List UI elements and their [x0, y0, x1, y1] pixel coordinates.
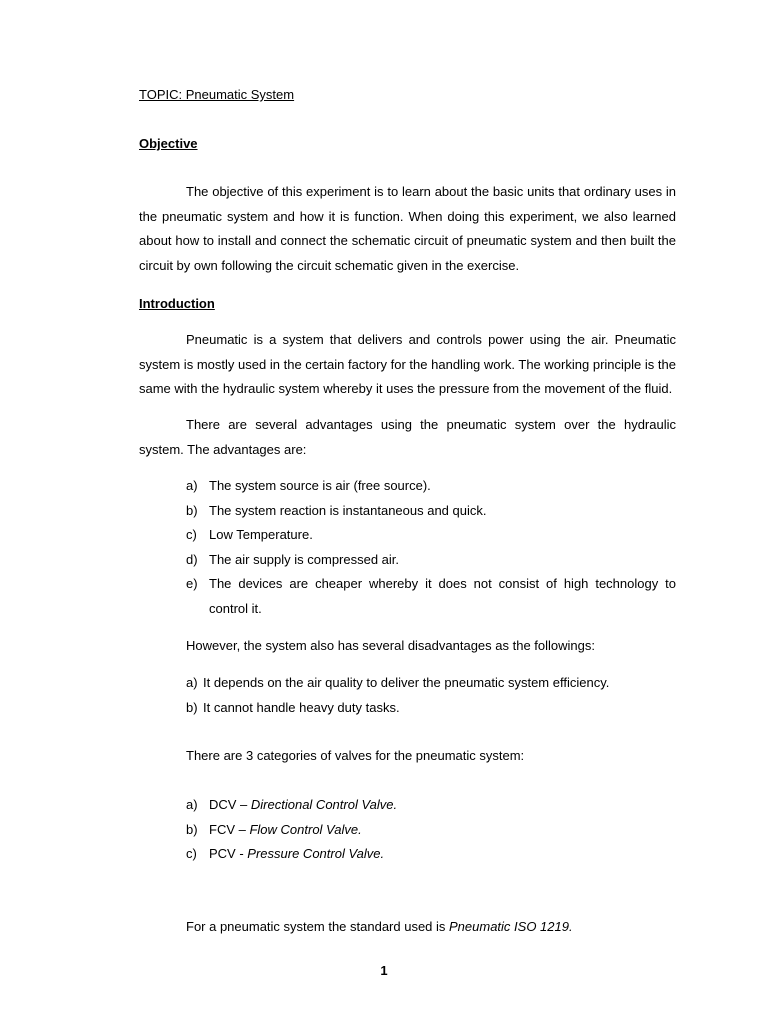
disadvantages-list: [186, 671, 676, 720]
list-marker: b): [186, 502, 198, 518]
list-item: [186, 696, 676, 721]
standard-name: Pneumatic ISO 1219.: [449, 919, 573, 934]
list-marker: b): [186, 821, 198, 837]
advantages-list: [186, 474, 676, 621]
objective-paragraph: [139, 180, 676, 278]
intro-text-1: Pneumatic is a system that delivers and controls power using the air. Pneumatic system is mostly used in the certain factory for the handling work. The working principle is the same with the hydraulic system whereby it uses the pressure from the movement of the fluid.: [139, 332, 676, 396]
valve-name: Directional Control Valve.: [250, 797, 398, 812]
list-item: [186, 793, 676, 818]
list-item: [186, 523, 676, 548]
objective-text: The objective of this experiment is to learn about the basic units that ordinary uses in the pneumatic system and how it is function. When doing this experiment, we also learned about how to install and connect the schematic circuit of pneumatic system and then built the circuit by own following the circuit schematic given in the exercise.: [139, 184, 676, 273]
list-marker: c): [186, 527, 197, 542]
topic-heading: [139, 87, 676, 102]
disadvantages-intro-text: However, the system also has several disadvantages as the followings:: [186, 638, 595, 653]
list-marker: c): [186, 846, 197, 861]
list-item-text: It cannot handle heavy duty tasks.: [203, 699, 400, 715]
list-item: [186, 474, 676, 499]
list-item: [186, 671, 676, 696]
list-marker: b): [186, 699, 198, 715]
introduction-heading: [139, 296, 676, 311]
standard-statement: [186, 915, 676, 940]
intro-paragraph-1: [139, 328, 676, 402]
list-marker: a): [186, 797, 198, 812]
objective-heading: [139, 136, 676, 151]
valve-abbr: FCV –: [209, 821, 250, 837]
list-marker: a): [186, 675, 198, 690]
list-marker: e): [186, 576, 198, 591]
disadvantages-intro: [186, 634, 676, 659]
intro-text-2: There are several advantages using the pneumatic system over the hydraulic system. The advantages are:: [139, 417, 676, 457]
list-item-text: Low Temperature.: [209, 527, 313, 542]
topic-title: TOPIC: Pneumatic System: [139, 87, 295, 102]
list-item-text: It depends on the air quality to deliver the pneumatic system efficiency.: [203, 675, 610, 690]
list-item: [186, 548, 676, 573]
list-item-text: The air supply is compressed air.: [209, 551, 400, 567]
list-item: [186, 572, 676, 621]
introduction-heading-text: Introduction: [139, 296, 215, 311]
page-number: 1: [380, 963, 388, 978]
valves-list: [186, 793, 676, 867]
list-item-text: The devices are cheaper whereby it does not consist of high technology to control it.: [209, 576, 676, 616]
valve-abbr: DCV –: [209, 797, 251, 812]
list-item: [186, 818, 676, 843]
valve-name: Flow Control Valve.: [249, 821, 362, 837]
list-item: [186, 499, 676, 524]
list-item-text: The system source is air (free source).: [209, 478, 431, 493]
valves-intro-text: There are 3 categories of valves for the pneumatic system:: [186, 748, 525, 763]
intro-paragraph-2: [139, 413, 676, 462]
list-item-text: The system reaction is instantaneous and quick.: [209, 502, 487, 518]
valve-name: Pressure Control Valve.: [247, 846, 385, 861]
valves-intro: [186, 744, 676, 769]
list-marker: a): [186, 478, 198, 493]
list-item: [186, 842, 676, 867]
list-marker: d): [186, 551, 198, 567]
standard-prefix: For a pneumatic system the standard used is: [186, 919, 450, 934]
objective-heading-text: Objective: [139, 136, 198, 151]
valve-abbr: PCV -: [209, 846, 248, 861]
